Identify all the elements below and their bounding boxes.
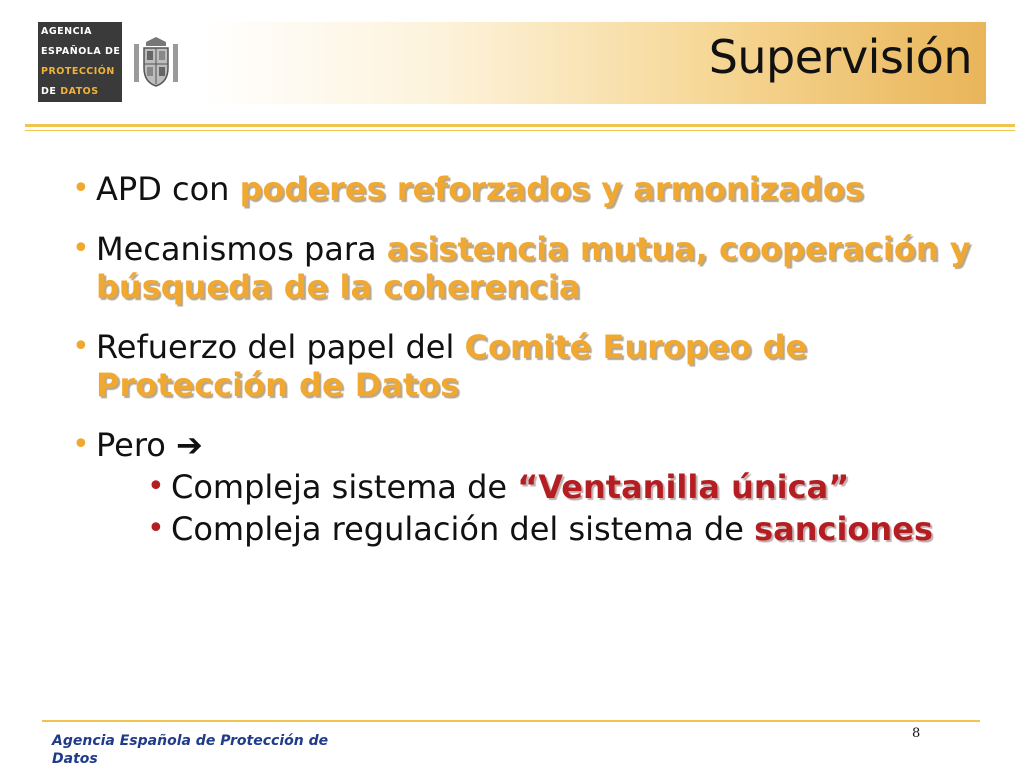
bullet-icon: • (72, 427, 90, 462)
bullet-icon: • (147, 469, 165, 504)
bullet-text: APD con (96, 170, 240, 208)
arrow-right-icon: ➔ (176, 426, 203, 464)
bullet-item (72, 170, 972, 208)
page-title: Supervisión (708, 30, 972, 84)
bullet-icon: • (147, 511, 165, 546)
bullet-item (72, 230, 972, 306)
bullet-text: Pero (96, 426, 177, 464)
bullet-icon: • (72, 171, 90, 206)
logo-line-1: AGENCIA (41, 26, 92, 37)
logo-line-2: ESPAÑOLA DE (41, 46, 121, 57)
agency-logo (38, 22, 122, 102)
bullet-icon: • (72, 231, 90, 266)
header-divider (25, 124, 1015, 127)
footer-organization: Agencia Española de Protección de Datos (52, 733, 329, 767)
bullet-text: Mecanismos para (96, 230, 387, 268)
bullet-icon: • (72, 329, 90, 364)
coat-of-arms-icon (132, 36, 180, 88)
bullet-text: Compleja regulación del sistema de (171, 510, 755, 548)
logo-line-4: DE DATOS (41, 86, 99, 97)
page-number: 8 (912, 726, 921, 741)
bullet-highlight: “Ventanilla única” (517, 468, 850, 506)
logo-line-3: PROTECCIÓN (41, 66, 115, 77)
header-divider-thin (25, 130, 1015, 131)
bullet-highlight: sanciones (754, 510, 933, 548)
bullet-highlight: Comité Europeo de Protección de Datos (96, 328, 808, 404)
bullet-highlight: poderes reforzados y armonizados (239, 170, 864, 208)
footer-divider (42, 720, 980, 722)
bullet-item (72, 328, 972, 404)
sub-bullet-item (147, 510, 972, 548)
slide-content (72, 170, 972, 552)
sub-bullet-item (147, 468, 972, 506)
bullet-item (72, 426, 972, 464)
bullet-highlight: asistencia mutua, cooperación y búsqueda de la coherencia (96, 230, 971, 306)
bullet-text: Compleja sistema de (171, 468, 518, 506)
bullet-text: Refuerzo del papel del (96, 328, 465, 366)
